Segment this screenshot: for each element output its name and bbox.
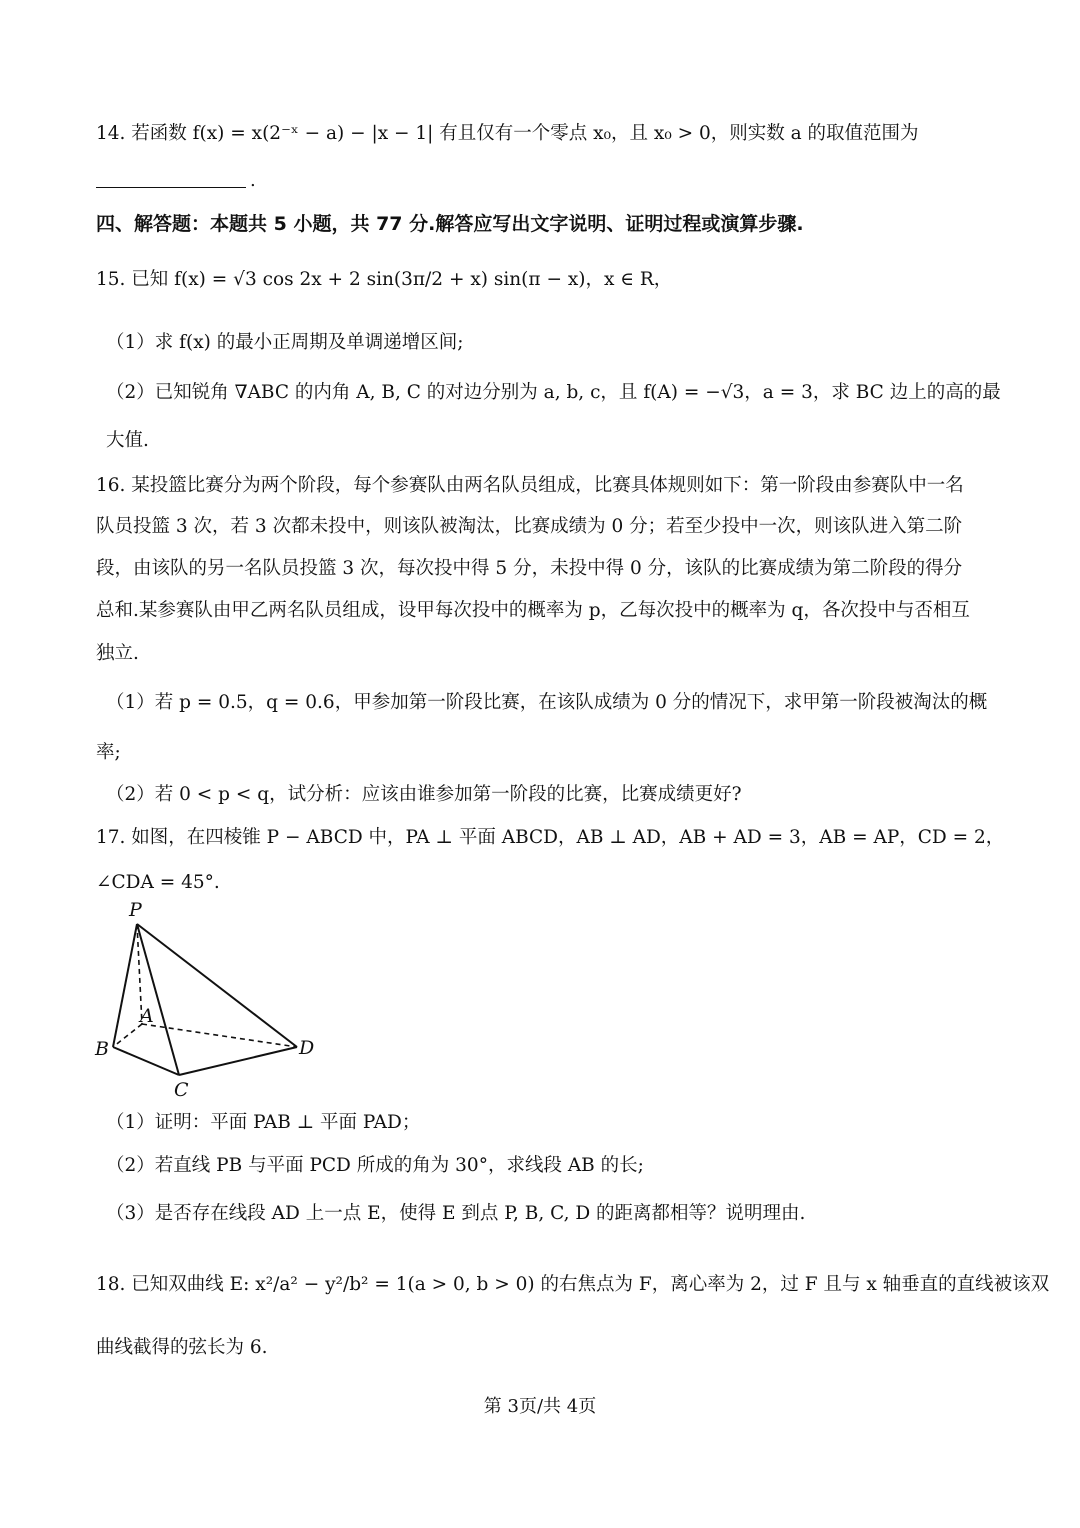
q16-line5: 独立.: [96, 643, 139, 664]
edge-PC: [137, 924, 179, 1075]
q15-part2-line1: （2）已知锐角 ∇ABC 的内角 A, B, C 的对边分别为 a, b, c，且 f(A) = −√3，a = 3，求 BC 边上的高的最: [106, 382, 1001, 403]
label-C: C: [174, 1079, 189, 1101]
pyramid-figure: [92, 898, 332, 1103]
q17-part1: （1）证明：平面 PAB ⊥ 平面 PAD；: [106, 1112, 421, 1133]
q15-stem: 15. 已知 f(x) = √3 cos 2x + 2 sin(3π/2 + x) sin(π − x)，x ∈ R，: [96, 269, 673, 290]
section-heading: 四、解答题：本题共 5 小题，共 77 分.解答应写出文字说明、证明过程或演算步骤.: [96, 213, 804, 235]
q17-line1: 17. 如图，在四棱锥 P − ABCD 中，PA ⊥ 平面 ABCD，AB ⊥ AD，AB + AD = 3，AB = AP，CD = 2，: [96, 827, 1005, 848]
q17-line2: ∠CDA = 45°.: [96, 872, 220, 893]
edge-BC: [113, 1047, 179, 1075]
answer-blank: [96, 186, 246, 188]
label-A: A: [140, 1005, 154, 1027]
q16-line2: 队员投篮 3 次，若 3 次都未投中，则该队被淘汰，比赛成绩为 0 分；若至少投中一次，则该队进入第二阶: [96, 516, 963, 537]
q16-part1-line2: 率;: [96, 742, 121, 763]
q14-text: 14. 若函数 f(x) = x(2⁻ˣ − a) − |x − 1| 有且仅有一个零点 x₀，且 x₀ > 0，则实数 a 的取值范围为: [96, 123, 919, 144]
q15-part2-line2: 大值.: [106, 430, 149, 451]
label-P: P: [129, 899, 142, 921]
page-footer: 第 3页/共 4页: [483, 1396, 597, 1417]
edge-PD: [137, 924, 297, 1047]
q18-line1: 18. 已知双曲线 E: x²/a² − y²/b² = 1(a > 0, b > 0) 的右焦点为 F，离心率为 2，过 F 且与 x 轴垂直的直线被该双: [96, 1274, 1050, 1295]
edge-PB: [113, 924, 137, 1047]
q17-part2: （2）若直线 PB 与平面 PCD 所成的角为 30°，求线段 AB 的长;: [106, 1155, 644, 1176]
q16-part2: （2）若 0 < p < q，试分析：应该由谁参加第一阶段的比赛，比赛成绩更好?: [106, 784, 742, 805]
answer-blank-period: .: [250, 170, 256, 191]
q16-line3: 段，由该队的另一名队员投篮 3 次，每次投中得 5 分，未投中得 0 分，该队的比赛成绩为第二阶段的得分: [96, 558, 963, 579]
q15-part1: （1）求 f(x) 的最小正周期及单调递增区间;: [106, 332, 464, 353]
q17-part3: （3）是否存在线段 AD 上一点 E，使得 E 到点 P, B, C, D 的距离都相等？说明理由.: [106, 1203, 806, 1224]
q18-line2: 曲线截得的弦长为 6.: [96, 1337, 268, 1358]
edge-CD: [179, 1047, 297, 1075]
q16-part1-line1: （1）若 p = 0.5，q = 0.6，甲参加第一阶段比赛，在该队成绩为 0 分的情况下，求甲第一阶段被淘汰的概: [106, 692, 988, 713]
q16-line1: 16. 某投篮比赛分为两个阶段，每个参赛队由两名队员组成，比赛具体规则如下：第一阶段由参赛队中一名: [96, 475, 964, 496]
q16-line4: 总和.某参赛队由甲乙两名队员组成，设甲每次投中的概率为 p，乙每次投中的概率为 q，各次投中与否相互: [96, 600, 970, 621]
label-B: B: [95, 1038, 109, 1060]
label-D: D: [299, 1037, 315, 1059]
